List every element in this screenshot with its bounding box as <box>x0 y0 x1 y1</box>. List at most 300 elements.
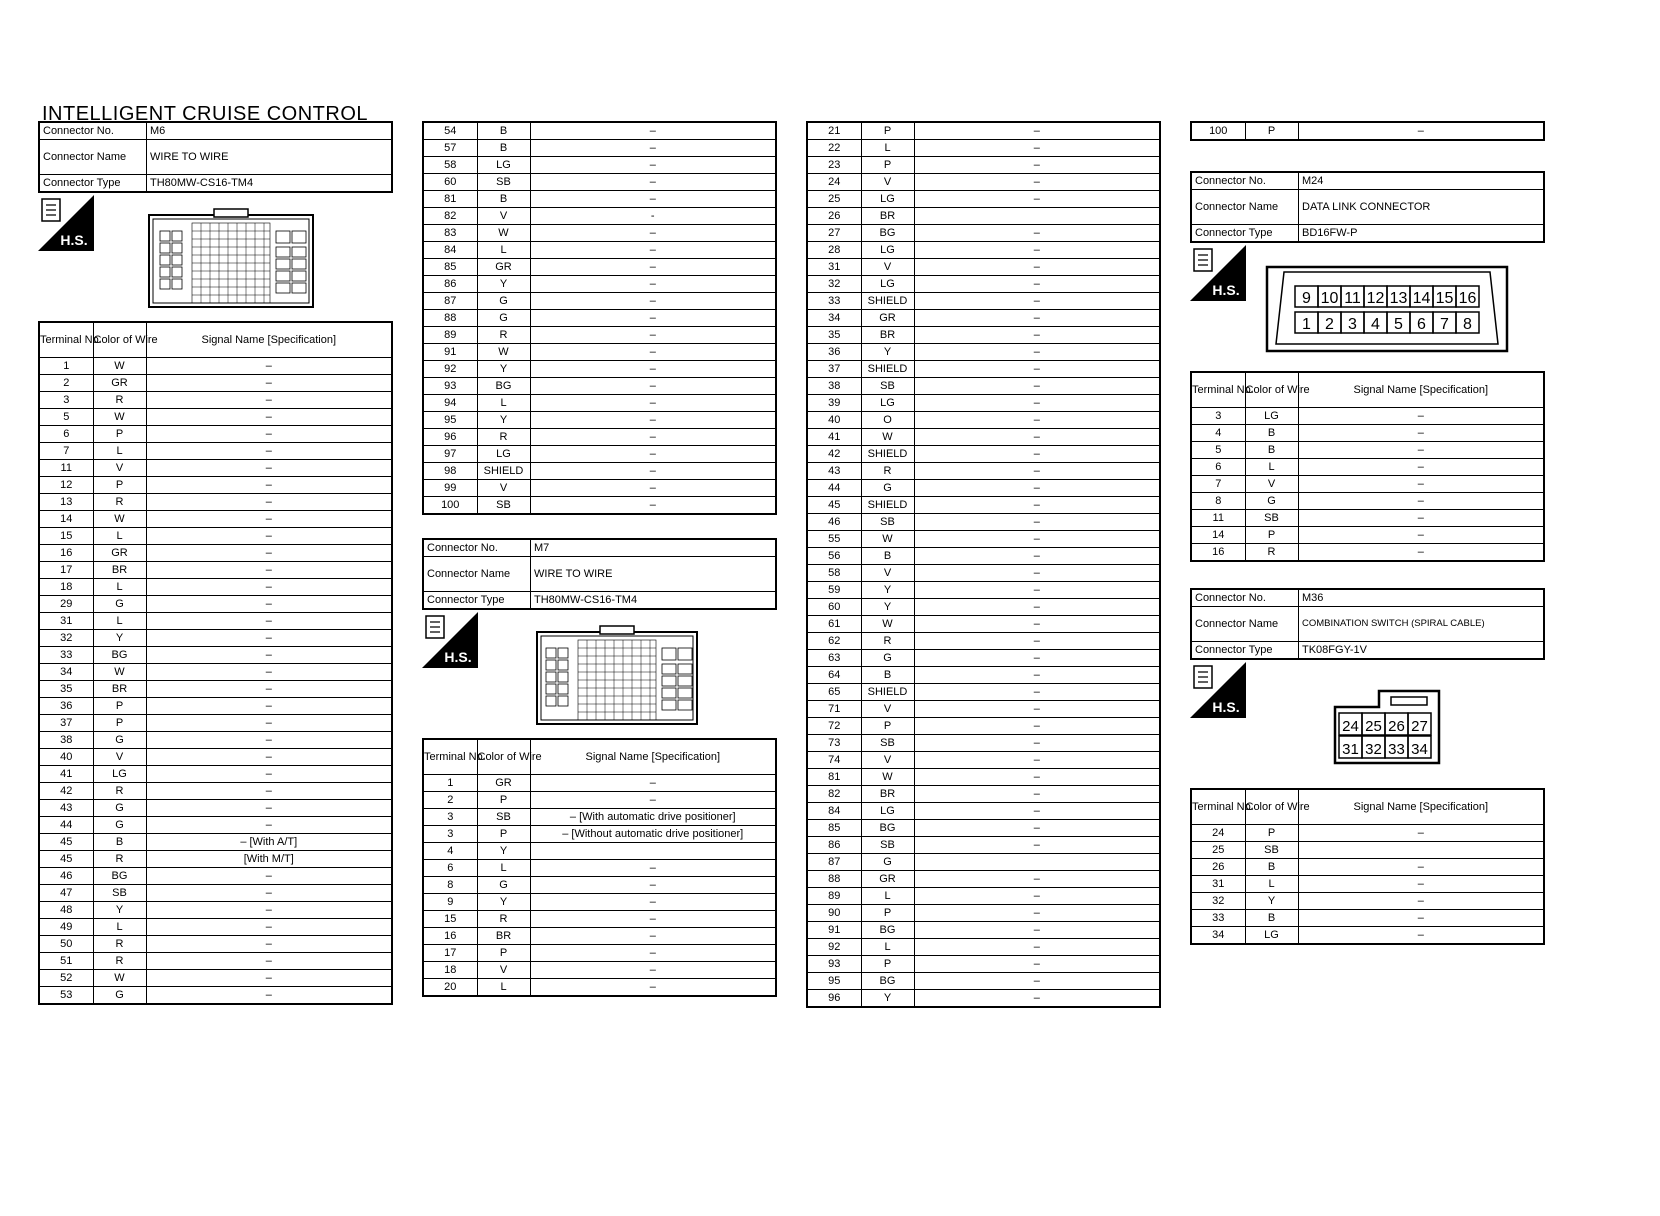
signal-name-cell: – <box>914 531 1160 548</box>
color-of-wire-header: Color of Wire <box>1245 372 1298 408</box>
m36-wire-table <box>1190 788 1545 945</box>
wire-color-cell: W <box>93 409 146 426</box>
wire-color-cell: V <box>93 749 146 766</box>
signal-name-header: Signal Name [Specification] <box>1298 372 1544 408</box>
terminal-no-cell: 56 <box>807 548 861 565</box>
signal-name-cell: – <box>914 480 1160 497</box>
signal-name-cell: – <box>530 412 776 429</box>
signal-name-cell: – <box>914 361 1160 378</box>
wire-color-cell: L <box>477 242 530 259</box>
table-row <box>807 599 1160 616</box>
wire-color-cell: B <box>477 140 530 157</box>
table-row <box>423 809 776 826</box>
signal-name-cell: – <box>530 225 776 242</box>
signal-name-cell: – <box>914 565 1160 582</box>
terminal-no-cell: 72 <box>807 718 861 735</box>
terminal-no-cell: 82 <box>423 208 477 225</box>
signal-name-cell: – <box>530 979 776 997</box>
table-row <box>807 939 1160 956</box>
wire-color-cell: BG <box>861 973 914 990</box>
wire-color-cell: L <box>861 939 914 956</box>
signal-name-cell: – <box>146 749 392 766</box>
hs-icon <box>422 612 478 668</box>
signal-name-cell: – <box>146 494 392 511</box>
terminal-no-cell: 34 <box>807 310 861 327</box>
connector-name-label: Connector Name <box>423 557 531 592</box>
table-row <box>807 582 1160 599</box>
signal-name-cell: – <box>914 905 1160 922</box>
terminal-no-cell: 40 <box>807 412 861 429</box>
signal-name-cell: – <box>914 786 1160 803</box>
wire-color-cell: GR <box>861 871 914 888</box>
table-row <box>39 732 392 749</box>
terminal-no-cell: 17 <box>423 945 477 962</box>
table-row <box>807 480 1160 497</box>
connector-type-value: TH80MW-CS16-TM4 <box>531 592 777 610</box>
wire-color-cell: V <box>93 460 146 477</box>
terminal-no-cell: 32 <box>39 630 93 647</box>
table-row <box>423 928 776 945</box>
wire-color-cell: R <box>93 936 146 953</box>
signal-name-cell: – <box>146 613 392 630</box>
table-row <box>423 911 776 928</box>
terminal-no-cell: 45 <box>39 851 93 868</box>
signal-name-cell: – <box>146 647 392 664</box>
table-row <box>1191 493 1544 510</box>
terminal-no-cell: 26 <box>1191 859 1245 876</box>
wire-color-cell: Y <box>93 630 146 647</box>
wire-color-cell: LG <box>861 242 914 259</box>
wire-color-cell: P <box>861 122 914 140</box>
signal-name-cell: – <box>914 701 1160 718</box>
table-row <box>423 826 776 843</box>
terminal-no-cell: 21 <box>807 122 861 140</box>
wire-color-cell: W <box>93 511 146 528</box>
wire-color-cell: R <box>477 911 530 928</box>
connector-type-label: Connector Type <box>1191 642 1299 660</box>
table-row <box>39 477 392 494</box>
signal-name-cell: – <box>914 463 1160 480</box>
wire-color-cell: P <box>861 905 914 922</box>
terminal-no-cell: 100 <box>423 497 477 515</box>
wire-color-cell: W <box>861 531 914 548</box>
table-row <box>39 460 392 477</box>
signal-name-cell: – <box>914 650 1160 667</box>
m7-info-table <box>422 538 777 610</box>
pin-label: 15 <box>1435 290 1454 307</box>
signal-name-cell: – <box>146 732 392 749</box>
wire-color-cell: LG <box>861 395 914 412</box>
terminal-no-cell: 81 <box>423 191 477 208</box>
terminal-no-cell: 89 <box>807 888 861 905</box>
table-row <box>807 650 1160 667</box>
terminal-no-cell: 71 <box>807 701 861 718</box>
table-row <box>807 446 1160 463</box>
table-row <box>807 514 1160 531</box>
table-row <box>807 735 1160 752</box>
wire-color-cell: GR <box>477 775 530 792</box>
terminal-no-header: Terminal No. <box>423 739 477 775</box>
table-row <box>423 122 776 140</box>
table-row <box>807 786 1160 803</box>
table-row <box>807 922 1160 939</box>
connector-no-label: Connector No. <box>1191 589 1299 607</box>
table-row <box>807 293 1160 310</box>
wire-color-cell: Y <box>477 894 530 911</box>
signal-name-cell: – <box>146 392 392 409</box>
signal-name-cell: – <box>914 259 1160 276</box>
table-row <box>423 140 776 157</box>
terminal-no-cell: 14 <box>1191 527 1245 544</box>
terminal-no-cell: 33 <box>39 647 93 664</box>
signal-name-cell: – <box>146 970 392 987</box>
table-row <box>807 463 1160 480</box>
signal-name-cell: – <box>146 443 392 460</box>
signal-name-cell: – <box>1298 859 1544 876</box>
table-row <box>807 191 1160 208</box>
wire-color-cell: L <box>477 395 530 412</box>
terminal-no-cell: 15 <box>423 911 477 928</box>
table-row <box>39 970 392 987</box>
wire-color-cell: LG <box>861 803 914 820</box>
signal-name-cell: – <box>530 157 776 174</box>
terminal-no-cell: 36 <box>807 344 861 361</box>
terminal-no-cell: 35 <box>39 681 93 698</box>
m36-info-table <box>1190 588 1545 660</box>
wire-color-cell: Y <box>477 843 530 860</box>
wire-color-cell: GR <box>93 375 146 392</box>
wire-color-cell: P <box>93 426 146 443</box>
signal-name-cell: – <box>530 429 776 446</box>
wire-color-cell: LG <box>1245 408 1298 425</box>
table-row <box>807 378 1160 395</box>
table-row <box>807 973 1160 990</box>
table-row <box>1191 408 1544 425</box>
wire-color-cell: P <box>861 956 914 973</box>
table-row <box>807 803 1160 820</box>
table-row <box>807 412 1160 429</box>
signal-name-cell <box>530 843 776 860</box>
signal-name-cell: – <box>146 902 392 919</box>
table-row <box>807 122 1160 140</box>
signal-name-cell: – <box>1298 476 1544 493</box>
table-row <box>39 494 392 511</box>
table-row <box>1191 893 1544 910</box>
wire-color-cell: B <box>1245 859 1298 876</box>
signal-name-cell: – <box>914 803 1160 820</box>
signal-name-cell: – <box>530 446 776 463</box>
wire-color-cell: W <box>861 429 914 446</box>
signal-name-cell: – <box>530 463 776 480</box>
signal-name-cell: – <box>914 769 1160 786</box>
table-row <box>39 630 392 647</box>
table-row <box>39 647 392 664</box>
terminal-no-cell: 5 <box>39 409 93 426</box>
table-row <box>807 276 1160 293</box>
terminal-no-cell: 3 <box>423 826 477 843</box>
terminal-no-header: Terminal No. <box>1191 789 1245 825</box>
signal-name-cell <box>914 208 1160 225</box>
signal-name-cell: – <box>914 514 1160 531</box>
hs-label: H.S. <box>1212 699 1240 715</box>
wire-color-cell: P <box>1245 825 1298 842</box>
table-row <box>39 817 392 834</box>
signal-name-cell: – <box>530 497 776 515</box>
signal-name-cell: – <box>914 752 1160 769</box>
wire-color-cell: LG <box>477 157 530 174</box>
signal-name-header: Signal Name [Specification] <box>530 739 776 775</box>
wire-color-cell: BG <box>861 820 914 837</box>
wire-color-cell: V <box>861 174 914 191</box>
m24-info-table <box>1190 171 1545 243</box>
table-row <box>807 990 1160 1008</box>
connector-no-value: M6 <box>147 122 393 140</box>
hs-label: H.S. <box>444 649 472 665</box>
wire-color-cell: SB <box>1245 510 1298 527</box>
signal-name-cell: – <box>530 877 776 894</box>
wire-color-cell: LG <box>861 276 914 293</box>
wire-color-cell: BR <box>861 208 914 225</box>
signal-name-cell: – <box>146 783 392 800</box>
wire-color-cell: W <box>477 225 530 242</box>
signal-name-cell: – <box>146 681 392 698</box>
wire-color-cell: G <box>477 310 530 327</box>
table-row <box>39 426 392 443</box>
signal-name-cell: – <box>530 276 776 293</box>
terminal-no-cell: 97 <box>423 446 477 463</box>
terminal-no-header: Terminal No. <box>39 322 93 358</box>
terminal-no-cell: 26 <box>807 208 861 225</box>
signal-name-cell: – <box>914 582 1160 599</box>
table-row <box>807 327 1160 344</box>
signal-name-cell: – <box>914 293 1160 310</box>
wire-color-cell: BR <box>861 327 914 344</box>
terminal-no-cell: 32 <box>807 276 861 293</box>
terminal-no-cell: 36 <box>39 698 93 715</box>
table-row <box>423 259 776 276</box>
table-row <box>1191 859 1544 876</box>
connector-type-label: Connector Type <box>39 175 147 193</box>
wire-color-cell: V <box>477 208 530 225</box>
table-row <box>423 945 776 962</box>
wire-color-cell: BR <box>93 562 146 579</box>
table-row <box>423 242 776 259</box>
table-row <box>39 868 392 885</box>
table-row <box>423 344 776 361</box>
terminal-no-cell: 82 <box>807 786 861 803</box>
signal-name-header: Signal Name [Specification] <box>1298 789 1544 825</box>
table-row <box>39 783 392 800</box>
terminal-no-cell: 62 <box>807 633 861 650</box>
signal-name-cell: – <box>146 528 392 545</box>
table-row <box>423 191 776 208</box>
table-row <box>423 327 776 344</box>
signal-name-cell: – <box>530 945 776 962</box>
connector-name-value: WIRE TO WIRE <box>147 140 393 175</box>
signal-name-cell: – <box>1298 876 1544 893</box>
table-row <box>1191 910 1544 927</box>
table-row <box>807 684 1160 701</box>
wire-color-cell: SHIELD <box>861 293 914 310</box>
table-row <box>807 888 1160 905</box>
wire-color-cell: W <box>477 344 530 361</box>
signal-name-cell: – <box>914 820 1160 837</box>
terminal-no-cell: 58 <box>807 565 861 582</box>
signal-name-cell: – <box>530 242 776 259</box>
table-row <box>1191 927 1544 945</box>
terminal-no-cell: 12 <box>39 477 93 494</box>
table-row <box>39 987 392 1005</box>
signal-name-cell: – <box>914 174 1160 191</box>
wire-color-cell: P <box>861 157 914 174</box>
table-row <box>423 962 776 979</box>
wire-color-cell: L <box>861 888 914 905</box>
wire-color-cell: P <box>1245 527 1298 544</box>
table-row <box>39 834 392 851</box>
connector-no-value: M7 <box>531 539 777 557</box>
terminal-no-cell: 100 <box>1191 122 1245 140</box>
signal-name-cell: – <box>1298 442 1544 459</box>
terminal-no-cell: 9 <box>423 894 477 911</box>
m36-connector-diagram <box>1333 689 1441 765</box>
terminal-no-cell: 93 <box>423 378 477 395</box>
wire-color-cell: SB <box>93 885 146 902</box>
table-row <box>39 953 392 970</box>
signal-name-cell: – <box>914 599 1160 616</box>
signal-name-cell: – <box>914 412 1160 429</box>
signal-name-cell: – <box>914 667 1160 684</box>
terminal-no-cell: 38 <box>39 732 93 749</box>
wire-color-cell: V <box>1245 476 1298 493</box>
m6-connector-diagram <box>148 209 314 311</box>
wire-color-cell: G <box>1245 493 1298 510</box>
table-row <box>807 140 1160 157</box>
terminal-no-cell: 44 <box>39 817 93 834</box>
table-row <box>807 837 1160 854</box>
terminal-no-cell: 2 <box>423 792 477 809</box>
terminal-no-cell: 93 <box>807 956 861 973</box>
connector-name-value: WIRE TO WIRE <box>531 557 777 592</box>
wire-color-cell: SB <box>477 174 530 191</box>
table-row <box>1191 527 1544 544</box>
wire-color-cell: SHIELD <box>861 446 914 463</box>
terminal-no-cell: 92 <box>423 361 477 378</box>
signal-name-cell: – <box>914 939 1160 956</box>
terminal-no-cell: 96 <box>807 990 861 1008</box>
pin-label: 24 <box>1342 718 1359 735</box>
terminal-no-cell: 83 <box>423 225 477 242</box>
terminal-no-cell: 43 <box>807 463 861 480</box>
wire-color-cell: V <box>477 480 530 497</box>
wire-color-cell: L <box>93 919 146 936</box>
wire-color-cell: G <box>93 596 146 613</box>
pin-label: 4 <box>1371 316 1380 333</box>
wire-color-cell: W <box>93 970 146 987</box>
terminal-no-cell: 49 <box>39 919 93 936</box>
table-row <box>39 851 392 868</box>
table-row <box>423 894 776 911</box>
table-row <box>39 749 392 766</box>
signal-name-cell: – <box>146 630 392 647</box>
terminal-no-cell: 22 <box>807 140 861 157</box>
terminal-no-cell: 39 <box>807 395 861 412</box>
wire-color-cell: V <box>477 962 530 979</box>
table-row <box>807 310 1160 327</box>
terminal-no-cell: 16 <box>423 928 477 945</box>
wire-color-cell: L <box>93 579 146 596</box>
wire-color-cell: R <box>93 494 146 511</box>
table-row <box>39 596 392 613</box>
pin-label: 5 <box>1394 316 1403 333</box>
terminal-no-cell: 43 <box>39 800 93 817</box>
pin-label: 6 <box>1417 316 1426 333</box>
signal-name-cell: – <box>914 225 1160 242</box>
signal-name-cell: – <box>146 987 392 1005</box>
wire-color-cell: SHIELD <box>861 497 914 514</box>
wire-color-cell: W <box>861 769 914 786</box>
wire-color-cell: BG <box>477 378 530 395</box>
wire-color-cell: SB <box>1245 842 1298 859</box>
terminal-no-cell: 37 <box>807 361 861 378</box>
wire-color-cell: G <box>477 293 530 310</box>
wire-color-cell: L <box>861 140 914 157</box>
signal-name-cell: – <box>1298 910 1544 927</box>
table-row <box>1191 842 1544 859</box>
table-row <box>807 633 1160 650</box>
wire-color-cell: SB <box>861 735 914 752</box>
table-row <box>423 208 776 225</box>
signal-name-cell: – <box>914 616 1160 633</box>
terminal-no-cell: 6 <box>423 860 477 877</box>
terminal-no-cell: 16 <box>1191 544 1245 562</box>
table-row <box>39 358 392 375</box>
wire-color-cell: R <box>93 851 146 868</box>
terminal-no-cell: 33 <box>807 293 861 310</box>
signal-name-cell: – <box>530 293 776 310</box>
signal-name-cell: – <box>914 429 1160 446</box>
terminal-no-cell: 89 <box>423 327 477 344</box>
signal-name-cell: – <box>914 446 1160 463</box>
wire-color-cell: P <box>93 698 146 715</box>
table-row <box>1191 544 1544 562</box>
wire-color-cell: L <box>477 979 530 997</box>
pin-label: 14 <box>1412 290 1431 307</box>
wire-color-cell: P <box>477 792 530 809</box>
signal-name-cell: – <box>146 426 392 443</box>
connector-no-label: Connector No. <box>1191 172 1299 190</box>
signal-name-cell: – <box>530 395 776 412</box>
wire-color-cell: G <box>861 854 914 871</box>
terminal-no-header: Terminal No. <box>1191 372 1245 408</box>
table-row <box>39 392 392 409</box>
table-row <box>39 375 392 392</box>
terminal-no-cell: 3 <box>39 392 93 409</box>
wire-color-cell: SHIELD <box>861 684 914 701</box>
connector-no-label: Connector No. <box>423 539 531 557</box>
terminal-no-cell: 14 <box>39 511 93 528</box>
wire-color-cell: BG <box>861 922 914 939</box>
terminal-no-cell: 74 <box>807 752 861 769</box>
terminal-no-cell: 42 <box>39 783 93 800</box>
table-row <box>423 174 776 191</box>
signal-name-cell: – <box>146 596 392 613</box>
wire-color-cell: B <box>477 191 530 208</box>
signal-name-cell: – <box>914 497 1160 514</box>
table-row <box>423 310 776 327</box>
signal-name-cell: – <box>530 191 776 208</box>
terminal-no-cell: 7 <box>1191 476 1245 493</box>
table-row <box>39 885 392 902</box>
